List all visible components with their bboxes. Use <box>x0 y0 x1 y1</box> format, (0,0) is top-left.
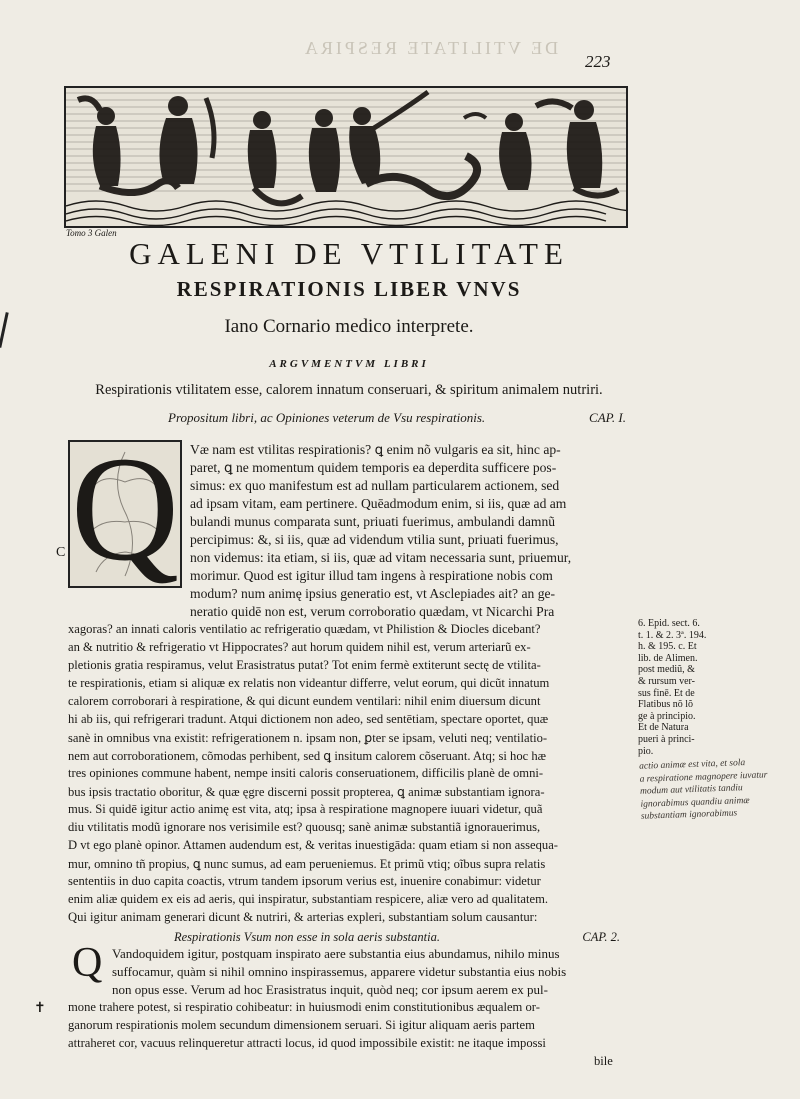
show-through-text: DE VTILITATE RESPIRA <box>301 38 559 58</box>
title-line-2: RESPIRATIONIS LIBER VNVS <box>176 277 522 301</box>
text-line: morimur. Quod est igitur illud tam ingens à respiratione nobis com <box>190 568 553 583</box>
chapter-1-number: CAP. I. <box>589 410 626 425</box>
text-line: simus: ex quo manifestum est ad nullam particularem actionem, sed <box>190 478 560 493</box>
text-line: sententiis in duo capita coactis, vtrum tandem ipsorum verius est, inuenire conabimur: videtur <box>68 874 541 888</box>
margin-line: 6. Epid. sect. 6. <box>638 618 700 629</box>
decorated-initial <box>68 440 182 588</box>
margin-line: h. & 195. c. Et <box>638 641 697 653</box>
woodcut-frieze-illustration <box>64 86 628 228</box>
text-line: Væ nam est vtilitas respirationis? ꝗ enim nõ vulgaris ea sit, hinc ap- <box>190 442 561 457</box>
margin-line: pio. <box>638 745 654 757</box>
ink-smudge <box>0 312 9 348</box>
margin-line: sus finē. Et de <box>638 687 695 699</box>
text-line: enim aliæ quidem ex eis ad aeris, qui inspiratur, substantiam respicere, aliæ vero ad qualitatem. <box>68 892 549 906</box>
text-line: non videmus: ita etiam, si iis, quæ ad vitam necessaria sunt, priuemur, <box>190 550 572 565</box>
text-line: Qui igitur animam generari dicunt & nutriri, & arterias expleri, substantiam solum causantur: <box>68 910 538 924</box>
text-line: ad ipsam vitam, eam pertinere. Quēadmodum enim, si iis, quæ ad am <box>190 496 567 511</box>
text-line: D vt ego planè opinor. Attamen audendum est, & veritas inuestigāda: quam etiam si non assequa- <box>68 838 558 852</box>
margin-line: & rursum ver- <box>638 675 696 687</box>
hand-line: a respiratione magnopere iuvatur <box>639 769 768 785</box>
text-line: te respirationis, etiam si aliquæ ex relatis non videantur differre, velut eorum, qui dicũt innatum <box>68 676 550 690</box>
volume-mark: Tomo 3 Galen <box>66 228 117 238</box>
hand-line: actio animæ est vita, et sola <box>638 758 746 772</box>
margin-line: t. 1. & 2. 3ª. 194. <box>638 629 707 641</box>
sea-creatures-woodcut <box>66 88 626 226</box>
margin-line: pueri à princi- <box>638 733 695 745</box>
margin-line: lib. de Alimen. <box>638 652 698 664</box>
chapter-1-title: Propositum libri, ac Opiniones veterum de Vsu respirationis. <box>168 410 486 425</box>
text-line: bile <box>594 1054 613 1068</box>
text-line: bus ipsis tractatio oboritur, & quæ ęgre discerni possit propterea, ꝗ animæ substantiam ignora- <box>68 785 545 799</box>
text-line: diu vtilitatis modũ ignorare nos verisimile est? quousq; sanè animæ substantiã ignorauerimus, <box>68 820 541 834</box>
margin-line: post mediũ, & <box>638 664 695 676</box>
text-line: mone trahere potest, si respiratio cohibeatur: in huiusmodi enim constitutionibus æqualem or- <box>68 1000 540 1014</box>
translator-line: Iano Cornario medico interprete. <box>224 316 474 337</box>
chapter-2-number: CAP. 2. <box>582 930 620 944</box>
text-line: nem aut corroborationem, cõmodas perhibent, sed ꝗ insitum calorem cõseruant. Atq; si hoc hæ <box>68 749 547 763</box>
argument-heading: ARGVMENTVM LIBRI <box>269 358 429 370</box>
text-line: mur, omnino tñ propius, ꝗ nunc sumus, ad eam perueniemus. Et primũ vtiq; oĩbus supra relatis <box>68 857 546 871</box>
text-line: non opus esse. Verum ad hoc Erasistratus inquit, quòd neq; cor ipsum aerem ex pul- <box>112 982 548 997</box>
text-line: calorem corroborari à respiratione, & qui dicunt eundem ventilari: nihil enim diuersum dicunt <box>68 694 541 708</box>
hand-line: substantiam ignorabimus <box>640 808 738 822</box>
text-line: hi ab iis, qui refrigerari tradunt. Atqui dictionem non adeo, sed sentētiam, spectare oportet, quæ <box>68 712 549 726</box>
text-line: suffocamur, quàm si nihil omnino inspirassemus, apparere videtur substantia eius nobis <box>112 964 567 979</box>
text-line: an & nutritio & refrigeratio vt Hippocrates? aut horum quidem nihil est, verum arteriarũ ex- <box>68 640 531 654</box>
margin-line: Et de Natura <box>638 722 689 734</box>
text-line: modum? num animę ipsius generatio est, vt Asclepiades ait? an ge- <box>190 586 556 601</box>
ink-mark: ✝ <box>34 1001 46 1016</box>
margin-line: ge à principio. <box>638 710 696 722</box>
text-line: Vandoquidem igitur, postquam inspirato aere substantia eius abundamus, nihilo minus <box>112 946 560 961</box>
argument-text: Respirationis vtilitatem esse, calorem innatum conseruari, & spiritum animalem nutriri. <box>95 382 603 398</box>
text-line: sanè in omnibus vna existit: refrigerationem n. ipsam non, ꝑter se ipsam, veluti neq; ventilatio- <box>68 731 548 745</box>
handwritten-annotation <box>639 755 800 823</box>
text-line: tres opiniones commune habent, nempe insiti caloris conseruationem, difficilis planè de omni- <box>68 766 544 780</box>
chapter-2-title: Respirationis Vsum non esse in sola aeris substantia. <box>174 930 440 944</box>
page-number: 223 <box>585 52 611 71</box>
initial-letter: Q <box>70 440 180 588</box>
hand-line: ignorabimus quandiu animæ <box>640 795 750 810</box>
margin-line: Flatibus nõ lõ <box>638 699 694 711</box>
text-line: ganorum respirationis molem secundum dimensionem seruari. Si igitur aliquam aeris partem <box>68 1018 535 1032</box>
text-line: paret, ꝗ ne momentum quidem temporis ea deperdita sufficere pos- <box>190 460 557 475</box>
text-line: neratio quidē non est, verum corroboratio quædam, vt Nicarchi Pra <box>190 604 555 619</box>
text-line: percipimus: &, si iis, quæ ad videndum vtilia sunt, priuati fuerimus, <box>190 532 559 547</box>
hand-line: modum aut vtilitatis tandiu <box>639 783 743 797</box>
chapter-2-initial: Q <box>72 940 103 986</box>
text-line: xagoras? an innati caloris ventilatio ac refrigeratio quædam, vt Philistion & Diocles dicebant? <box>68 622 541 636</box>
text-line: attraheret cor, vacuus relinqueretur attracti locus, id quod impossibile existit: ne itaque impossi <box>68 1036 546 1050</box>
text-line: mus. Si quidē igitur actio animę est vita, atq; ipsa à respiratione magnopere iuuari videtur, quã <box>68 802 543 816</box>
text-line: bulandi munus comparata sunt, priuati fuerimus, ambulandi damnũ <box>190 514 556 529</box>
text-line: pletionis gratia respiramus, velut Erasistratus putat? Tot enim fermè extiterunt sectę de vtilita- <box>68 658 541 672</box>
title-line-1: GALENI DE VTILITATE <box>129 236 569 271</box>
printed-marginal-note <box>638 618 720 757</box>
section-marker-c: C <box>56 545 66 560</box>
